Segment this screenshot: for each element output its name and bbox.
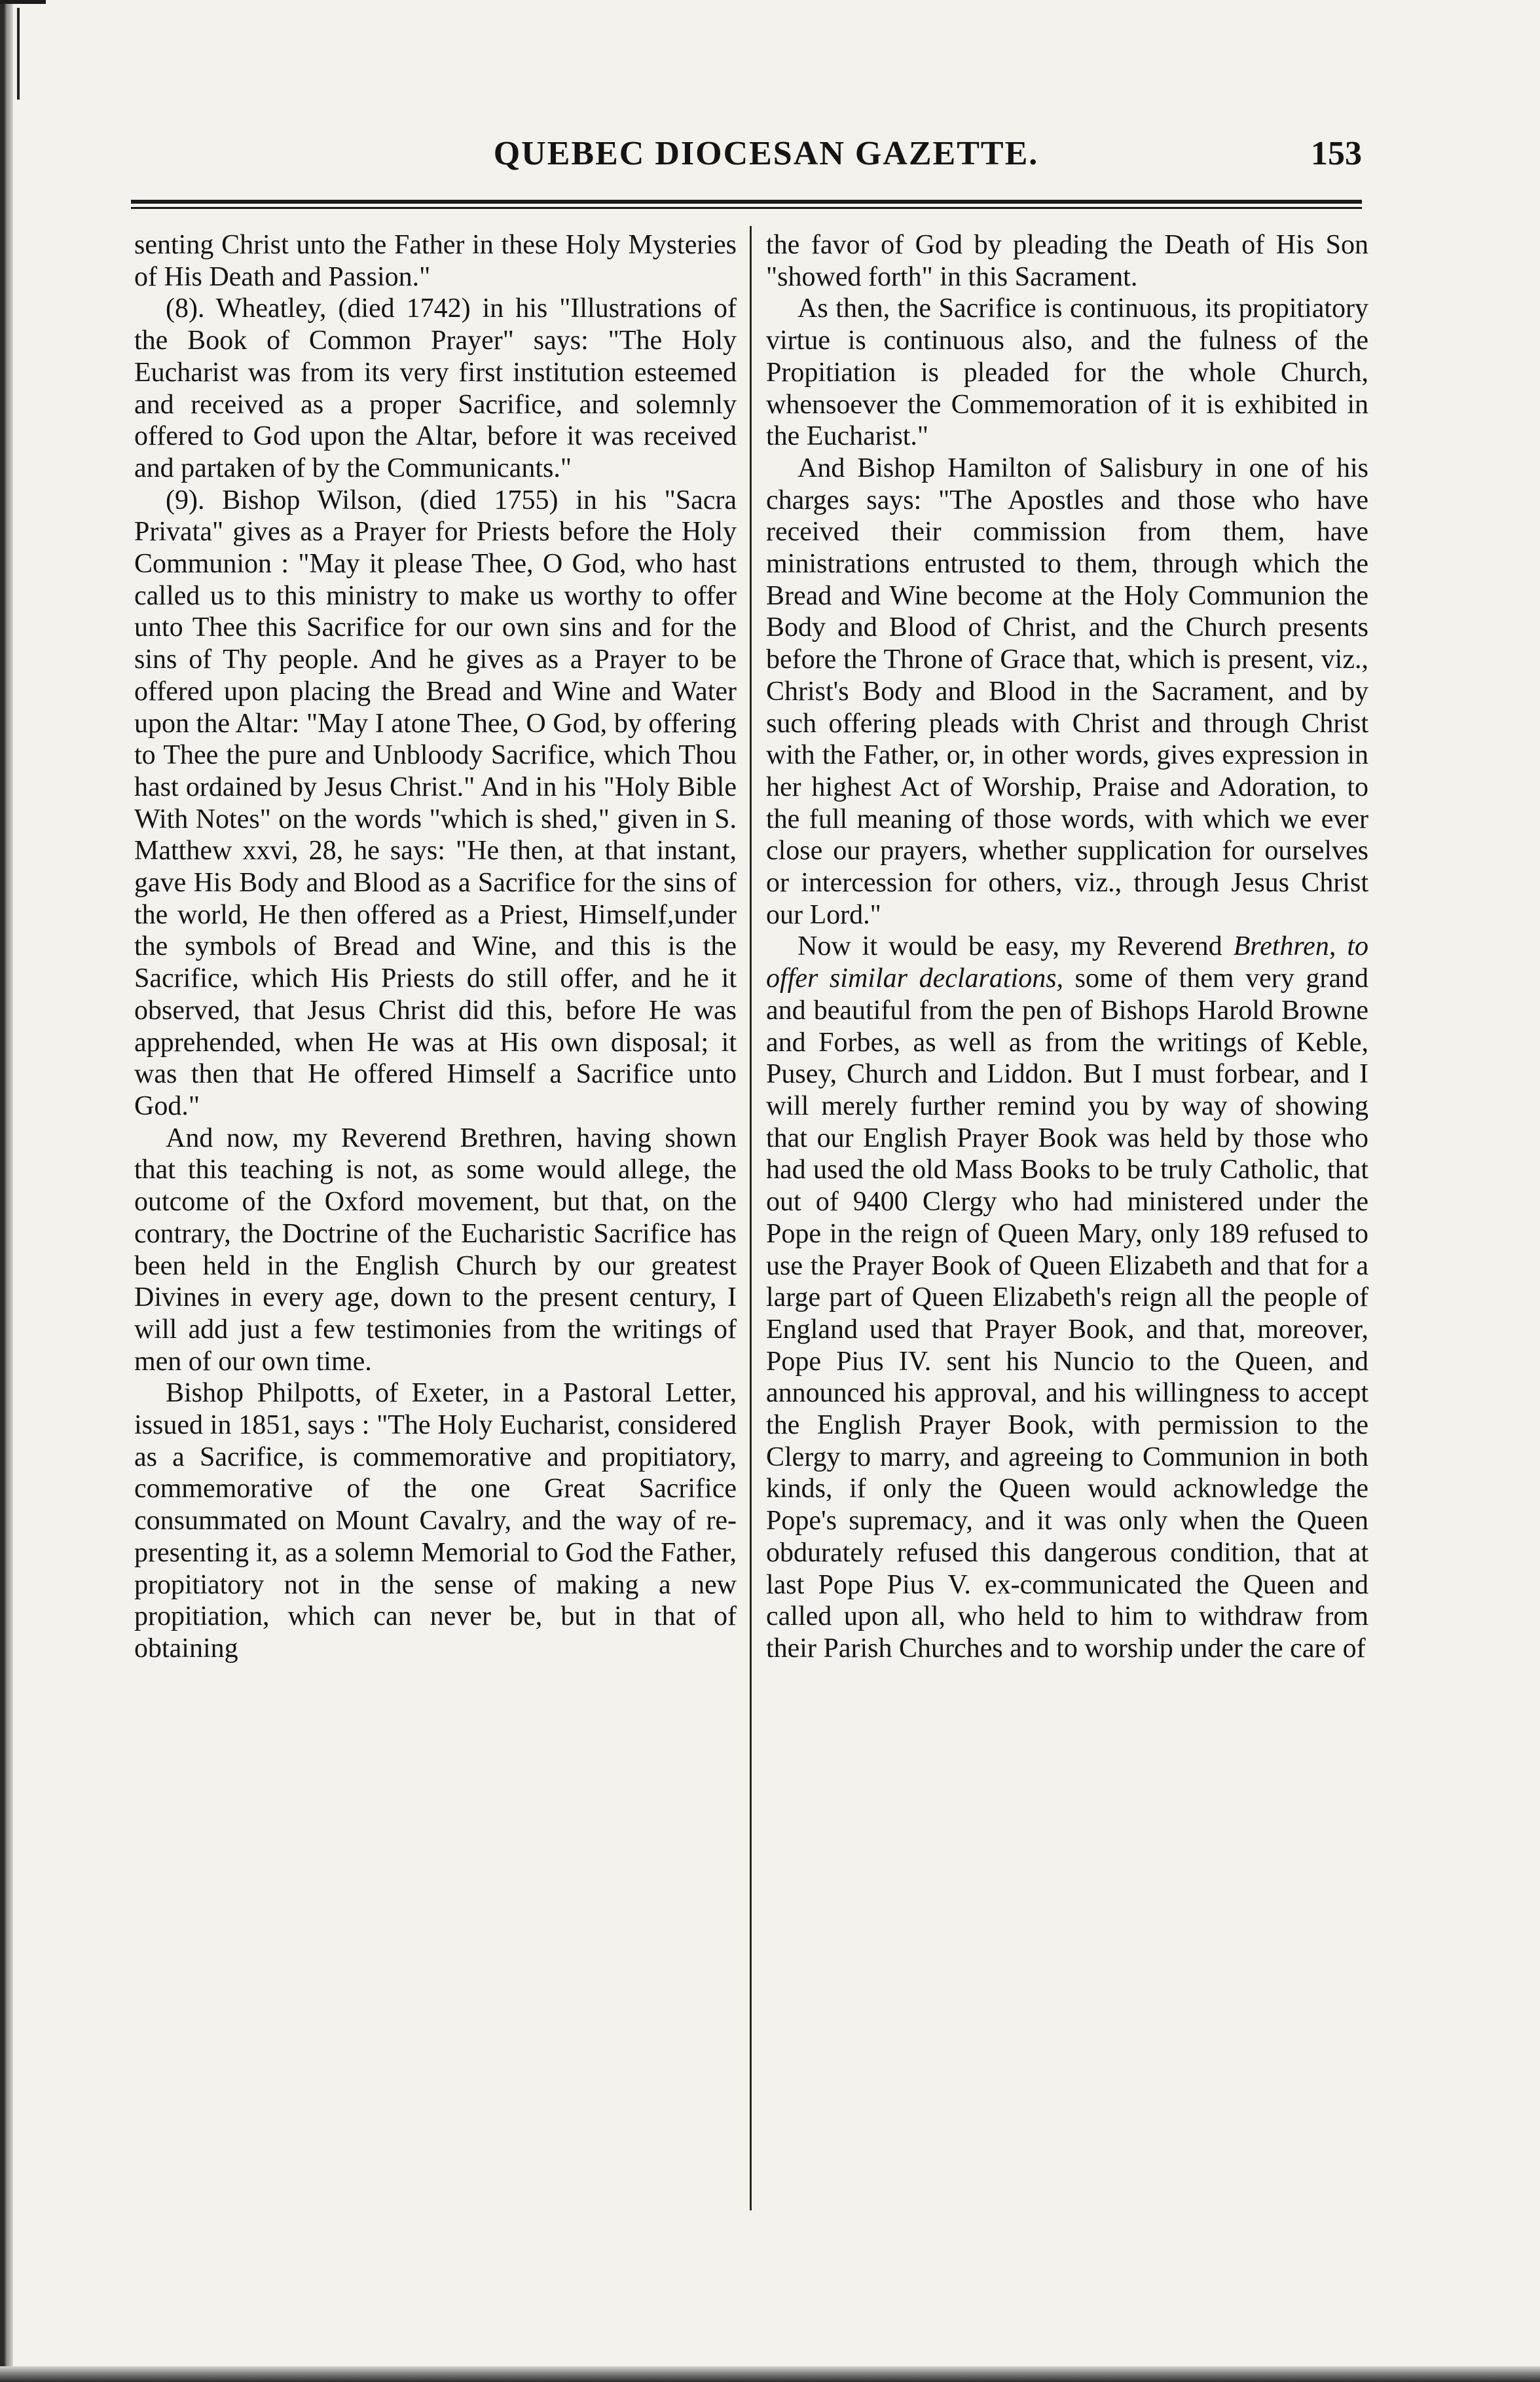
right-paragraph-4-rest: some of them very grand and beautiful from the pen of Bishops Harold Browne and Forbes, as well as from the writings of Keble, Pusey, Church and Liddon. But I must forbear, and I will merely further remind you by way of showing that our English Prayer Book was held by those who had used the old Mass Books to be truly Catholic, that out of 9400 Clergy who had ministered under the Pope in the reign of Queen Mary, only 189 refused to use the Prayer Book of Queen Elizabeth and that for a large part of Queen Elizabeth's reign all the people of England used that Prayer Book, and that, moreover, Pope Pius IV. sent his Nuncio to the Queen, and announced his approval, and his willingness to accept the English Prayer Book, with permission to the Clergy to marry, and agreeing to Communion in both kinds, if only the Queen would acknowledge the Pope's supremacy, and it was only when the Queen obdurately refused this dangerous condition, that at last Pope Pius V. ex-communicated the Queen and called upon all, who held to him to withdraw from their Parish Churches and to worship under the care of: [766, 963, 1368, 1664]
scan-border-left: [0, 0, 13, 2382]
right-paragraph-4-italic: Brethren, to offer similar declarations,: [766, 931, 1368, 994]
left-column: [134, 229, 737, 1665]
page-header: [131, 134, 1362, 187]
scan-border-top: [0, 0, 46, 4]
left-paragraph-4: And now, my Reverend Brethren, having shown that this teaching is not, as some would allege, the outcome of the Oxford movement, but that, on the contrary, the Doctrine of the Eucharistic Sacrifice has been held in the English Church by our greatest Divines in every age, down to the present century, I will add just a few testimonies from the writings of men of our own time.: [134, 1123, 737, 1377]
right-paragraph-4-start: Now it would be easy, my Reverend: [798, 931, 1234, 962]
right-paragraph-3: And Bishop Hamilton of Salisbury in one of his charges says: "The Apostles and those who have received their commission from them, have ministrations entrusted to them, through which the Bread and Wine become at the Holy Communion the Body and Blood of Christ, and the Church presents before the Throne of Grace that, which is present, viz., Christ's Body and Blood in the Sacrament, and by such offering pleads with Christ and through Christ with the Father, or, in other words, gives expression in her highest Act of Worship, Praise and Adoration, to the full meaning of those words, with which we ever close our prayers, whether supplication for ourselves or intercession for others, viz., through Jesus Christ our Lord.": [766, 453, 1368, 930]
scan-border-bottom: [0, 2366, 1540, 2382]
left-paragraph-5: Bishop Philpotts, of Exeter, in a Pastoral Letter, issued in 1851, says : "The Holy Eucharist, considered as a Sacrifice, is commemorative and propitiatory, commemorative of the one Great Sacrifice consummated on Mount Cavalry, and the way of re-presenting it, as a solemn Memorial to God the Father, propitiatory not in the sense of making a new propitiation, which can never be, but in that of obtaining: [134, 1378, 737, 1664]
right-paragraph-4: [766, 931, 1368, 1664]
column-divider: [750, 226, 752, 2210]
running-title: QUEBEC DIOCESAN GAZETTE.: [493, 135, 1039, 172]
header-rule: [131, 200, 1362, 209]
page-number: 153: [1311, 135, 1362, 172]
right-paragraph-2: As then, the Sacrifice is continuous, its propitiatory virtue is continuous also, and the fulness of the Propitiation is pleaded for the whole Church, whensoever the Commemoration of it is exhibited in the Eucharist.": [766, 293, 1368, 452]
right-paragraph-1: the favor of God by pleading the Death of His Son "showed forth" in this Sacrament.: [766, 230, 1368, 292]
right-column: [766, 229, 1368, 1665]
left-paragraph-1: senting Christ unto the Father in these Holy Mysteries of His Death and Passion.": [134, 230, 737, 292]
left-paragraph-3: (9). Bishop Wilson, (died 1755) in his "Sacra Privata" gives as a Prayer for Priests before the Holy Communion : "May it please Thee, O God, who hast called us to this ministry to make us worthy to offer unto Thee this Sacrifice for our own sins and for the sins of Thy people. And he gives as a Prayer to be offered upon placing the Bread and Wine and Water upon the Altar: "May I atone Thee, O God, by offering to Thee the pure and Unbloody Sacrifice, which Thou hast ordained by Jesus Christ." And in his "Holy Bible With Notes" on the words "which is shed," given in S. Matthew xxvi, 28, he says: "He then, at that instant, gave His Body and Blood as a Sacrifice for the sins of the world, He then offered as a Priest, Himself,under the symbols of Bread and Wine, and this is the Sacrifice, which His Priests do still offer, and he it observed, that Jesus Christ did this, before He was apprehended, when He was at His own disposal; it was then that He offered Himself a Sacrifice unto God.": [134, 485, 737, 1121]
scan-border-mark: [0, 8, 20, 100]
left-paragraph-2: (8). Wheatley, (died 1742) in his "Illustrations of the Book of Common Prayer" says: "The Holy Eucharist was from its very first institution esteemed and received as a proper Sacrifice, and solemnly offered to God upon the Altar, before it was received and partaken of by the Communicants.": [134, 293, 737, 483]
